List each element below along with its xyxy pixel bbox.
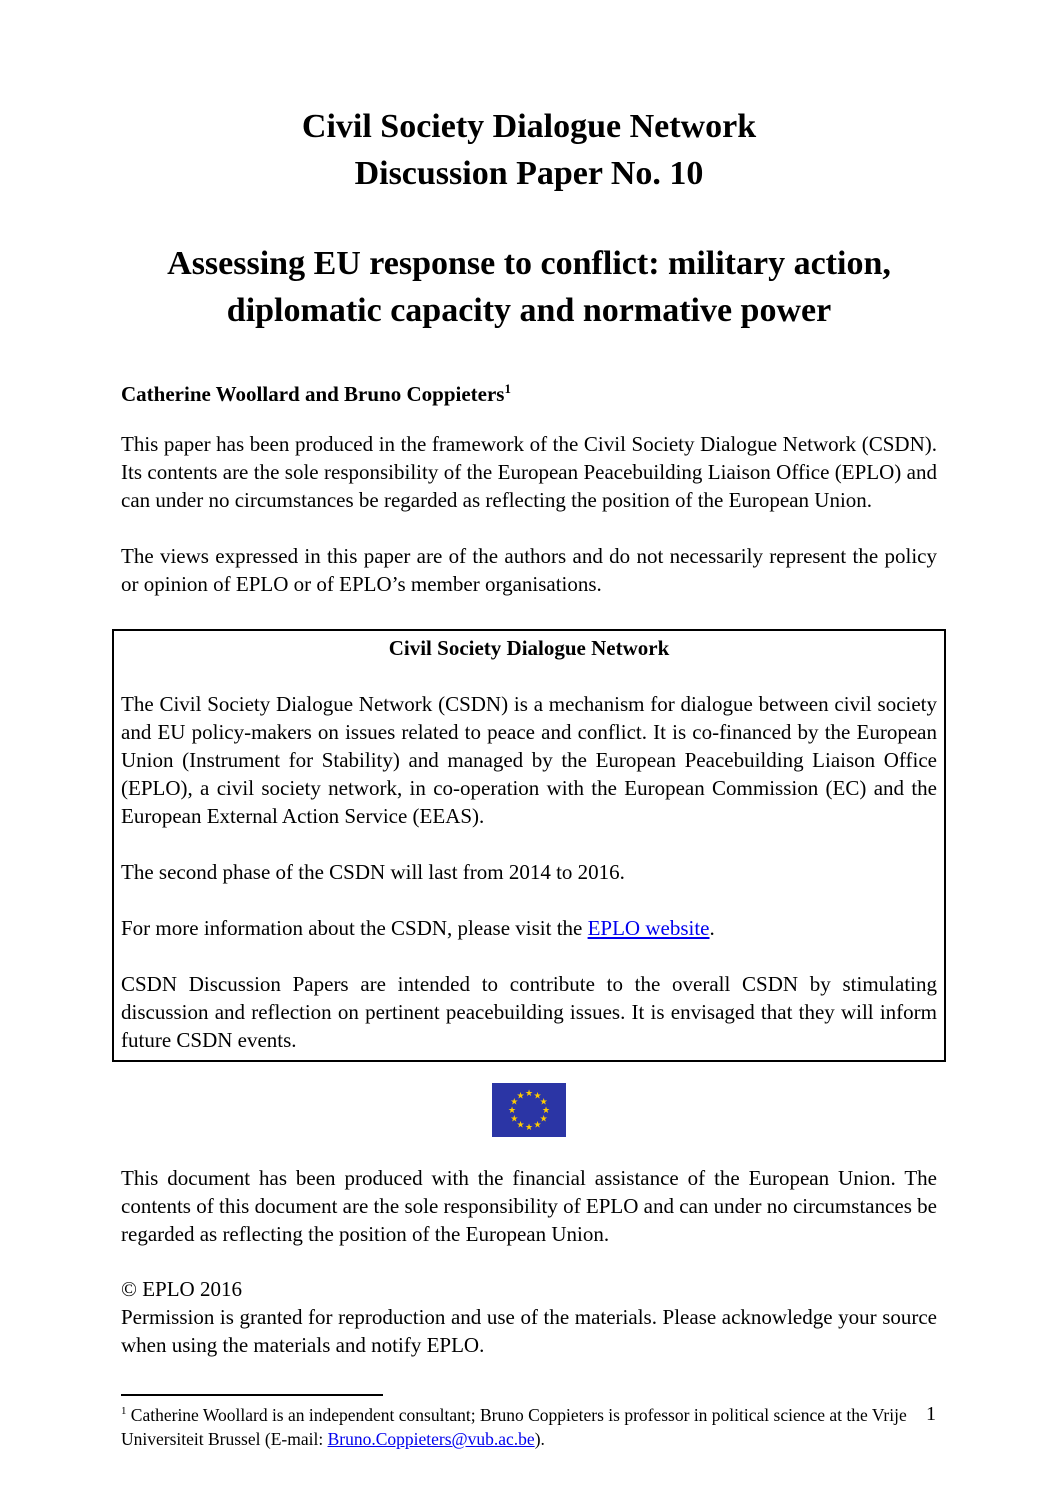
footnote-suffix-text: ). bbox=[534, 1429, 545, 1449]
eplo-website-link[interactable]: EPLO website bbox=[587, 916, 710, 940]
csdn-box-paragraph-1: The Civil Society Dialogue Network (CSDN) is a mechanism for dialogue between civil society and EU policy-makers on issues related to peace and conflict. It is co-financed by the European Union (Instrument for Stability) and managed by the European Peacebuilding Liaison Office (EPLO), a civil society network, in co-operation with the European Commission (EC) and the European External Action Service (EEAS). bbox=[121, 692, 937, 828]
eu-flag-container bbox=[121, 1083, 937, 1137]
csdn-box-paragraph-4: CSDN Discussion Papers are intended to contribute to the overall CSDN by stimulating discussion and reflection on pertinent peacebuilding issues. It is envisaged that they will inform future CSDN events. bbox=[121, 972, 937, 1052]
footnote-reference-marker: 1 bbox=[504, 381, 511, 396]
csdn-link-suffix-text: . bbox=[709, 916, 715, 940]
financial-assistance-paragraph: This document has been produced with the financial assistance of the European Union. The contents of this document are the sole responsibility of EPLO and can under no circumstances be regarded as reflecting the position of the European Union. bbox=[121, 1166, 937, 1246]
footnote-separator-rule bbox=[121, 1394, 383, 1396]
footnote-section bbox=[121, 1394, 937, 1451]
permission-paragraph: Permission is granted for reproduction and use of the materials. Please acknowledge your source when using the materials and notify EPLO. bbox=[121, 1305, 937, 1357]
authors-line bbox=[121, 380, 937, 408]
disclaimer-paragraph-2: The views expressed in this paper are of the authors and do not necessarily represent the policy or opinion of EPLO or of EPLO’s member organisations. bbox=[121, 544, 937, 596]
csdn-box-paragraph-2: The second phase of the CSDN will last from 2014 to 2016. bbox=[121, 860, 625, 884]
csdn-box-header: Civil Society Dialogue Network bbox=[388, 636, 670, 660]
author-names: Catherine Woollard and Bruno Coppieters bbox=[121, 382, 505, 406]
footnote-text bbox=[121, 1403, 937, 1451]
copyright-line: © EPLO 2016 bbox=[121, 1277, 242, 1301]
author-email-link[interactable]: Bruno.Coppieters@vub.ac.be bbox=[327, 1429, 535, 1449]
csdn-link-prefix-text: For more information about the CSDN, please visit the bbox=[121, 916, 588, 940]
paper-subtitle: Assessing EU response to conflict: military action, diplomatic capacity and normative power bbox=[167, 245, 891, 329]
footnote-number: 1 bbox=[121, 1405, 127, 1418]
paper-title-line2: Discussion Paper No. 10 bbox=[354, 155, 704, 192]
paper-title bbox=[121, 103, 937, 197]
paper-title-line1: Civil Society Dialogue Network bbox=[301, 108, 757, 145]
page-number: 1 bbox=[926, 1403, 936, 1425]
footnote-body-text: Catherine Woollard is an independent consultant; Bruno Coppieters is professor in political science at the Vrije Universiteit Brussel (E-mail: bbox=[121, 1405, 907, 1449]
disclaimer-paragraph-1: This paper has been produced in the framework of the Civil Society Dialogue Network (CSDN). Its contents are the sole responsibility of the European Peacebuilding Liaison Office (EPLO) and can under no circumstances be regarded as reflecting the position of the European Union. bbox=[121, 432, 937, 512]
csdn-info-box bbox=[112, 629, 946, 1062]
csdn-box-paragraph-3 bbox=[121, 914, 937, 942]
eu-flag-icon: ★ ★ ★ ★ ★ ★ ★ ★ ★ ★ ★ ★ bbox=[492, 1083, 566, 1137]
